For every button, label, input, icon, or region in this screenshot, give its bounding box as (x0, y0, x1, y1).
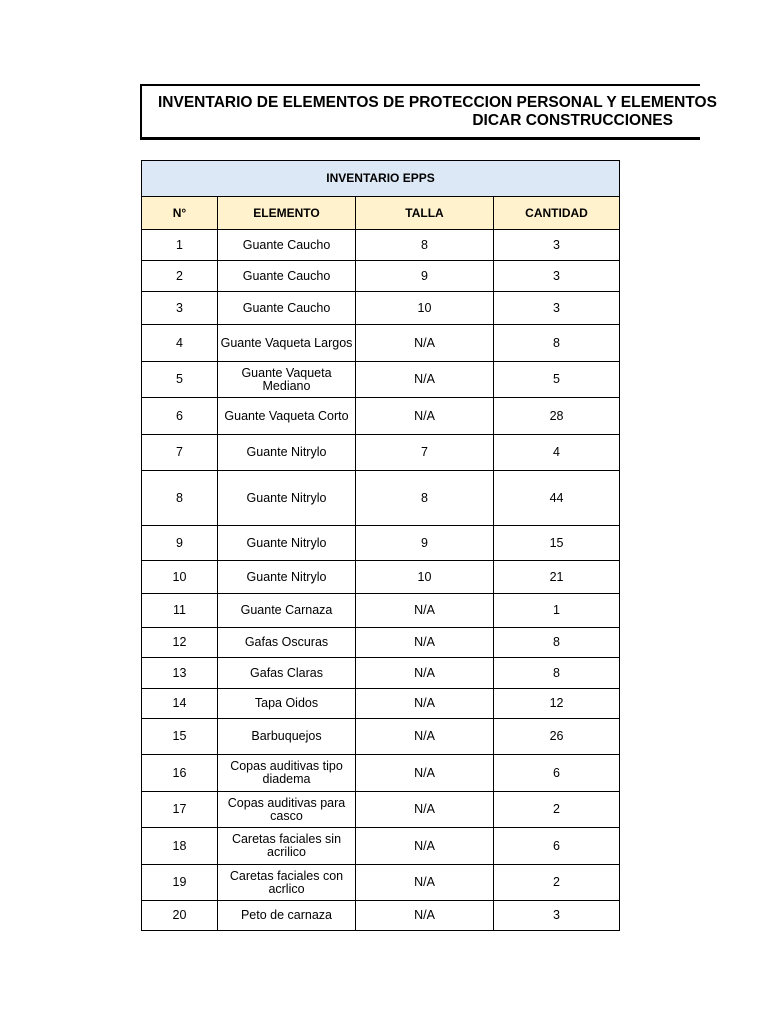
row-cantidad: 2 (494, 792, 620, 828)
row-cantidad: 8 (494, 628, 620, 658)
table-row (142, 628, 620, 658)
row-elemento: Tapa Oidos (218, 689, 356, 719)
row-cantidad: 44 (494, 471, 620, 526)
row-cantidad: 6 (494, 755, 620, 792)
row-elemento: Copas auditivas tipo diadema (218, 755, 356, 792)
column-header-elemento: ELEMENTO (218, 197, 356, 230)
row-cantidad: 4 (494, 435, 620, 471)
table-row (142, 901, 620, 931)
row-cantidad: 3 (494, 230, 620, 261)
row-elemento: Peto de carnaza (218, 901, 356, 931)
row-number: 2 (142, 261, 218, 292)
column-header-number: N° (142, 197, 218, 230)
table-body (142, 230, 620, 931)
row-elemento: Gafas Oscuras (218, 628, 356, 658)
row-cantidad: 26 (494, 719, 620, 755)
table-row (142, 362, 620, 398)
row-cantidad: 21 (494, 561, 620, 594)
row-talla: 10 (356, 292, 494, 325)
row-cantidad: 3 (494, 901, 620, 931)
row-number: 13 (142, 658, 218, 689)
row-number: 3 (142, 292, 218, 325)
row-number: 18 (142, 828, 218, 865)
row-number: 10 (142, 561, 218, 594)
row-number: 7 (142, 435, 218, 471)
row-talla: 8 (356, 471, 494, 526)
table-row (142, 865, 620, 901)
column-header-talla: TALLA (356, 197, 494, 230)
row-number: 9 (142, 526, 218, 561)
company-name: DICAR CONSTRUCCIONES (472, 112, 673, 129)
table-row (142, 471, 620, 526)
table-banner: INVENTARIO EPPS (142, 161, 620, 197)
row-talla: 9 (356, 261, 494, 292)
row-cantidad: 1 (494, 594, 620, 628)
row-number: 16 (142, 755, 218, 792)
row-number: 11 (142, 594, 218, 628)
table-header-row (142, 197, 620, 230)
table-row (142, 292, 620, 325)
row-cantidad: 8 (494, 325, 620, 362)
row-cantidad: 6 (494, 828, 620, 865)
column-header-cantidad: CANTIDAD (494, 197, 620, 230)
table-row (142, 792, 620, 828)
table-row (142, 261, 620, 292)
row-cantidad: 8 (494, 658, 620, 689)
table-row (142, 325, 620, 362)
row-cantidad: 15 (494, 526, 620, 561)
row-talla: N/A (356, 628, 494, 658)
row-number: 1 (142, 230, 218, 261)
table-row (142, 755, 620, 792)
row-elemento: Gafas Claras (218, 658, 356, 689)
row-talla: N/A (356, 362, 494, 398)
row-talla: N/A (356, 828, 494, 865)
row-number: 15 (142, 719, 218, 755)
table-row (142, 435, 620, 471)
row-talla: N/A (356, 325, 494, 362)
row-elemento: Guante Vaqueta Mediano (218, 362, 356, 398)
row-cantidad: 3 (494, 292, 620, 325)
row-cantidad: 3 (494, 261, 620, 292)
row-talla: N/A (356, 594, 494, 628)
table-row (142, 561, 620, 594)
inventory-table (141, 160, 620, 931)
row-number: 19 (142, 865, 218, 901)
row-talla: N/A (356, 719, 494, 755)
row-talla: N/A (356, 865, 494, 901)
row-talla: N/A (356, 658, 494, 689)
row-number: 20 (142, 901, 218, 931)
row-number: 6 (142, 398, 218, 435)
row-elemento: Guante Nitrylo (218, 526, 356, 561)
row-talla: 9 (356, 526, 494, 561)
table-row (142, 594, 620, 628)
table-row (142, 526, 620, 561)
row-cantidad: 28 (494, 398, 620, 435)
row-cantidad: 5 (494, 362, 620, 398)
row-talla: N/A (356, 755, 494, 792)
row-elemento: Guante Nitrylo (218, 471, 356, 526)
row-cantidad: 2 (494, 865, 620, 901)
row-number: 12 (142, 628, 218, 658)
row-number: 4 (142, 325, 218, 362)
row-number: 5 (142, 362, 218, 398)
table-row (142, 719, 620, 755)
row-talla: N/A (356, 689, 494, 719)
table-row (142, 658, 620, 689)
row-number: 17 (142, 792, 218, 828)
table-row (142, 230, 620, 261)
row-number: 8 (142, 471, 218, 526)
row-elemento: Copas auditivas para casco (218, 792, 356, 828)
row-elemento: Guante Caucho (218, 292, 356, 325)
row-talla: N/A (356, 398, 494, 435)
row-elemento: Guante Nitrylo (218, 561, 356, 594)
row-talla: 10 (356, 561, 494, 594)
row-elemento: Caretas faciales sin acrilico (218, 828, 356, 865)
row-elemento: Barbuquejos (218, 719, 356, 755)
row-elemento: Guante Caucho (218, 230, 356, 261)
row-cantidad: 12 (494, 689, 620, 719)
row-talla: 7 (356, 435, 494, 471)
row-elemento: Guante Caucho (218, 261, 356, 292)
row-talla: 8 (356, 230, 494, 261)
row-elemento: Guante Nitrylo (218, 435, 356, 471)
row-talla: N/A (356, 792, 494, 828)
row-elemento: Guante Vaqueta Largos (218, 325, 356, 362)
table-row (142, 689, 620, 719)
row-number: 14 (142, 689, 218, 719)
row-elemento: Guante Carnaza (218, 594, 356, 628)
row-elemento: Guante Vaqueta Corto (218, 398, 356, 435)
row-talla: N/A (356, 901, 494, 931)
table-row (142, 398, 620, 435)
document-title: INVENTARIO DE ELEMENTOS DE PROTECCION PERSONAL Y ELEMENTOS (158, 94, 717, 111)
table-row (142, 828, 620, 865)
row-elemento: Caretas faciales con acrlico (218, 865, 356, 901)
